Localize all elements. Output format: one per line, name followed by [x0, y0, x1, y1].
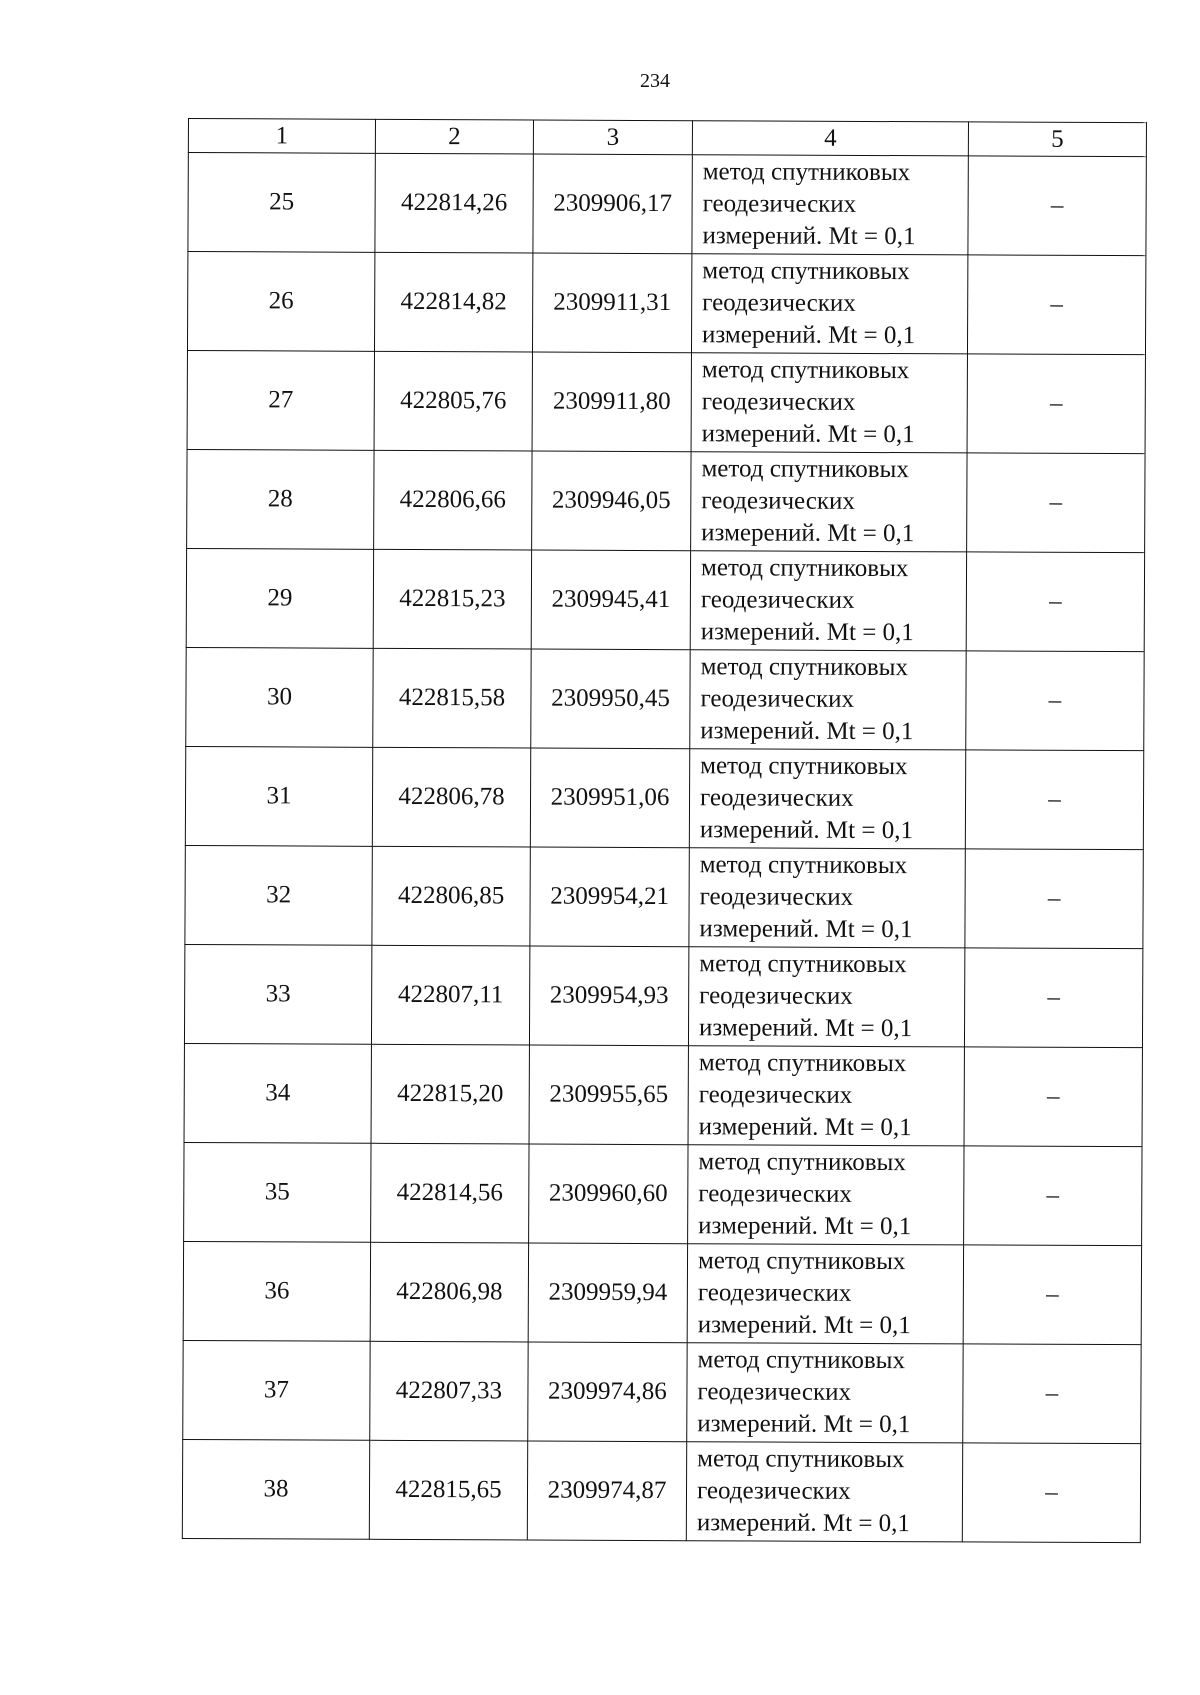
coordinate-x: 422807,33 — [370, 1341, 528, 1441]
method-cell — [690, 551, 966, 651]
method-cell — [688, 1046, 964, 1146]
table-row — [187, 449, 1145, 552]
method-line: измерений. Mt = 0,1 — [696, 1509, 911, 1538]
method-line: метод спутниковых — [698, 1049, 907, 1078]
point-number: 34 — [184, 1043, 371, 1143]
table-body — [182, 153, 1146, 1543]
method-line: измерений. Mt = 0,1 — [697, 1311, 911, 1340]
coordinate-y: 2309945,41 — [531, 550, 690, 650]
point-number: 32 — [185, 845, 372, 945]
method-line: метод спутниковых — [698, 1148, 906, 1177]
method-line: измерений. Mt = 0,1 — [701, 420, 915, 449]
table-row — [183, 1241, 1141, 1344]
method-line: геодезических — [702, 289, 856, 317]
method-cell — [689, 848, 965, 948]
point-number: 30 — [186, 647, 373, 747]
method-line: геодезических — [696, 1477, 851, 1505]
coordinate-y: 2309954,93 — [529, 946, 688, 1046]
method-line: геодезических — [697, 1378, 852, 1406]
coordinate-y: 2309950,45 — [531, 649, 690, 749]
method-line: метод спутниковых — [700, 752, 908, 781]
table-row — [186, 647, 1144, 750]
table-row — [187, 350, 1145, 453]
coordinate-y: 2309951,06 — [530, 748, 689, 848]
coordinate-x: 422806,66 — [374, 450, 532, 550]
point-number: 29 — [186, 548, 373, 648]
table-row — [188, 153, 1146, 256]
method-cell — [690, 650, 966, 750]
column-header-3: 3 — [533, 120, 692, 155]
note-cell: – — [963, 1245, 1141, 1345]
point-number: 28 — [187, 449, 374, 549]
table-row — [184, 1142, 1142, 1245]
coordinate-x: 422814,26 — [375, 153, 533, 253]
method-line: геодезических — [700, 586, 855, 614]
method-line: геодезических — [702, 190, 857, 218]
method-line: измерений. Mt = 0,1 — [700, 717, 914, 746]
coordinate-x: 422814,56 — [371, 1143, 529, 1243]
point-number: 27 — [187, 350, 374, 450]
note-cell: – — [966, 552, 1144, 652]
coordinate-x: 422805,76 — [374, 351, 532, 451]
method-line: метод спутниковых — [700, 653, 909, 682]
note-cell: – — [967, 255, 1145, 355]
method-line: метод спутниковых — [701, 356, 910, 385]
note-cell: – — [964, 1047, 1142, 1147]
method-line: метод спутниковых — [697, 1247, 906, 1276]
method-line: метод спутниковых — [699, 851, 908, 880]
method-cell — [687, 1343, 963, 1443]
point-number: 37 — [183, 1340, 370, 1440]
method-line: измерений. Mt = 0,1 — [697, 1410, 911, 1439]
method-cell — [688, 1145, 964, 1245]
coordinate-x: 422807,11 — [371, 945, 529, 1045]
table-row — [184, 944, 1142, 1047]
method-line: измерений. Mt = 0,1 — [702, 321, 916, 350]
note-cell: – — [967, 453, 1145, 553]
column-header-1: 1 — [188, 119, 375, 154]
method-cell — [691, 254, 967, 354]
table-row — [185, 746, 1143, 849]
method-line: геодезических — [699, 784, 854, 812]
method-line: геодезических — [700, 685, 855, 713]
coordinate-x: 422815,20 — [371, 1044, 529, 1144]
note-cell: – — [963, 1344, 1141, 1444]
coordinate-y: 2309911,31 — [532, 253, 691, 353]
method-line: измерений. Mt = 0,1 — [699, 816, 914, 845]
table-row — [183, 1340, 1141, 1443]
page-number: 234 — [640, 70, 670, 92]
method-line: геодезических — [699, 883, 854, 911]
note-cell: – — [962, 1443, 1140, 1543]
coordinate-x: 422815,23 — [373, 549, 531, 649]
point-number: 25 — [188, 153, 375, 253]
method-line: измерений. Mt = 0,1 — [699, 915, 913, 944]
coordinate-x: 422806,78 — [372, 747, 530, 847]
method-cell — [688, 947, 964, 1047]
method-cell — [686, 1442, 962, 1542]
note-cell: – — [964, 1146, 1142, 1246]
method-line: геодезических — [701, 487, 855, 515]
note-cell: – — [965, 750, 1143, 850]
method-line: измерений. Mt = 0,1 — [698, 1014, 913, 1043]
method-line: геодезических — [698, 1180, 852, 1208]
method-line: метод спутниковых — [699, 950, 907, 979]
method-line: метод спутниковых — [700, 554, 909, 583]
method-line: метод спутниковых — [697, 1445, 905, 1474]
point-number: 38 — [182, 1439, 369, 1539]
coordinate-y: 2309960,60 — [529, 1144, 688, 1244]
coordinate-y: 2309911,80 — [532, 352, 691, 452]
coordinate-y: 2309974,87 — [527, 1441, 686, 1541]
table-row — [186, 548, 1144, 651]
coordinate-y: 2309959,94 — [528, 1243, 687, 1343]
coordinate-x: 422815,58 — [373, 648, 531, 748]
method-line: измерений. Mt = 0,1 — [702, 222, 916, 251]
column-header-5: 5 — [968, 122, 1146, 157]
header-row — [188, 119, 1146, 157]
coordinate-x: 422806,98 — [370, 1242, 528, 1342]
point-number: 26 — [187, 252, 374, 352]
method-line: измерений. Mt = 0,1 — [698, 1113, 912, 1142]
table-row — [185, 845, 1143, 948]
method-line: метод спутниковых — [702, 158, 911, 187]
note-cell: – — [964, 948, 1142, 1048]
method-line: измерений. Mt = 0,1 — [701, 519, 915, 548]
point-number: 35 — [184, 1142, 371, 1242]
method-cell — [691, 353, 967, 453]
method-line: геодезических — [699, 982, 853, 1010]
table-row — [184, 1043, 1142, 1146]
method-cell — [692, 155, 968, 255]
table-row — [182, 1439, 1140, 1542]
method-line: геодезических — [697, 1279, 852, 1307]
method-line: измерений. Mt = 0,1 — [698, 1212, 912, 1241]
coordinate-y: 2309955,65 — [529, 1045, 688, 1145]
note-cell: – — [966, 651, 1144, 751]
coordinate-y: 2309974,86 — [528, 1342, 687, 1442]
coordinate-x: 422806,85 — [372, 846, 530, 946]
coordinate-y: 2309946,05 — [532, 451, 691, 551]
coordinate-y: 2309906,17 — [533, 154, 692, 254]
method-line: геодезических — [701, 388, 856, 416]
method-line: геодезических — [698, 1081, 853, 1109]
method-cell — [689, 749, 965, 849]
coordinates-table — [182, 118, 1147, 1543]
point-number: 31 — [185, 746, 372, 846]
table-header — [188, 119, 1146, 157]
coordinate-y: 2309954,21 — [530, 847, 689, 947]
column-header-2: 2 — [375, 119, 533, 154]
point-number: 33 — [184, 944, 371, 1044]
coordinate-x: 422814,82 — [374, 252, 532, 352]
method-line: измерений. Mt = 0,1 — [700, 618, 914, 647]
method-cell — [691, 452, 967, 552]
method-line: метод спутниковых — [702, 257, 910, 286]
coordinate-x: 422815,65 — [369, 1440, 527, 1540]
method-line: метод спутниковых — [697, 1346, 906, 1375]
note-cell: – — [965, 849, 1143, 949]
note-cell: – — [967, 354, 1145, 454]
note-cell: – — [968, 156, 1146, 256]
column-header-4: 4 — [692, 121, 968, 156]
point-number: 36 — [183, 1241, 370, 1341]
method-line: метод спутниковых — [701, 455, 909, 484]
table-row — [187, 252, 1145, 355]
method-cell — [687, 1244, 963, 1344]
